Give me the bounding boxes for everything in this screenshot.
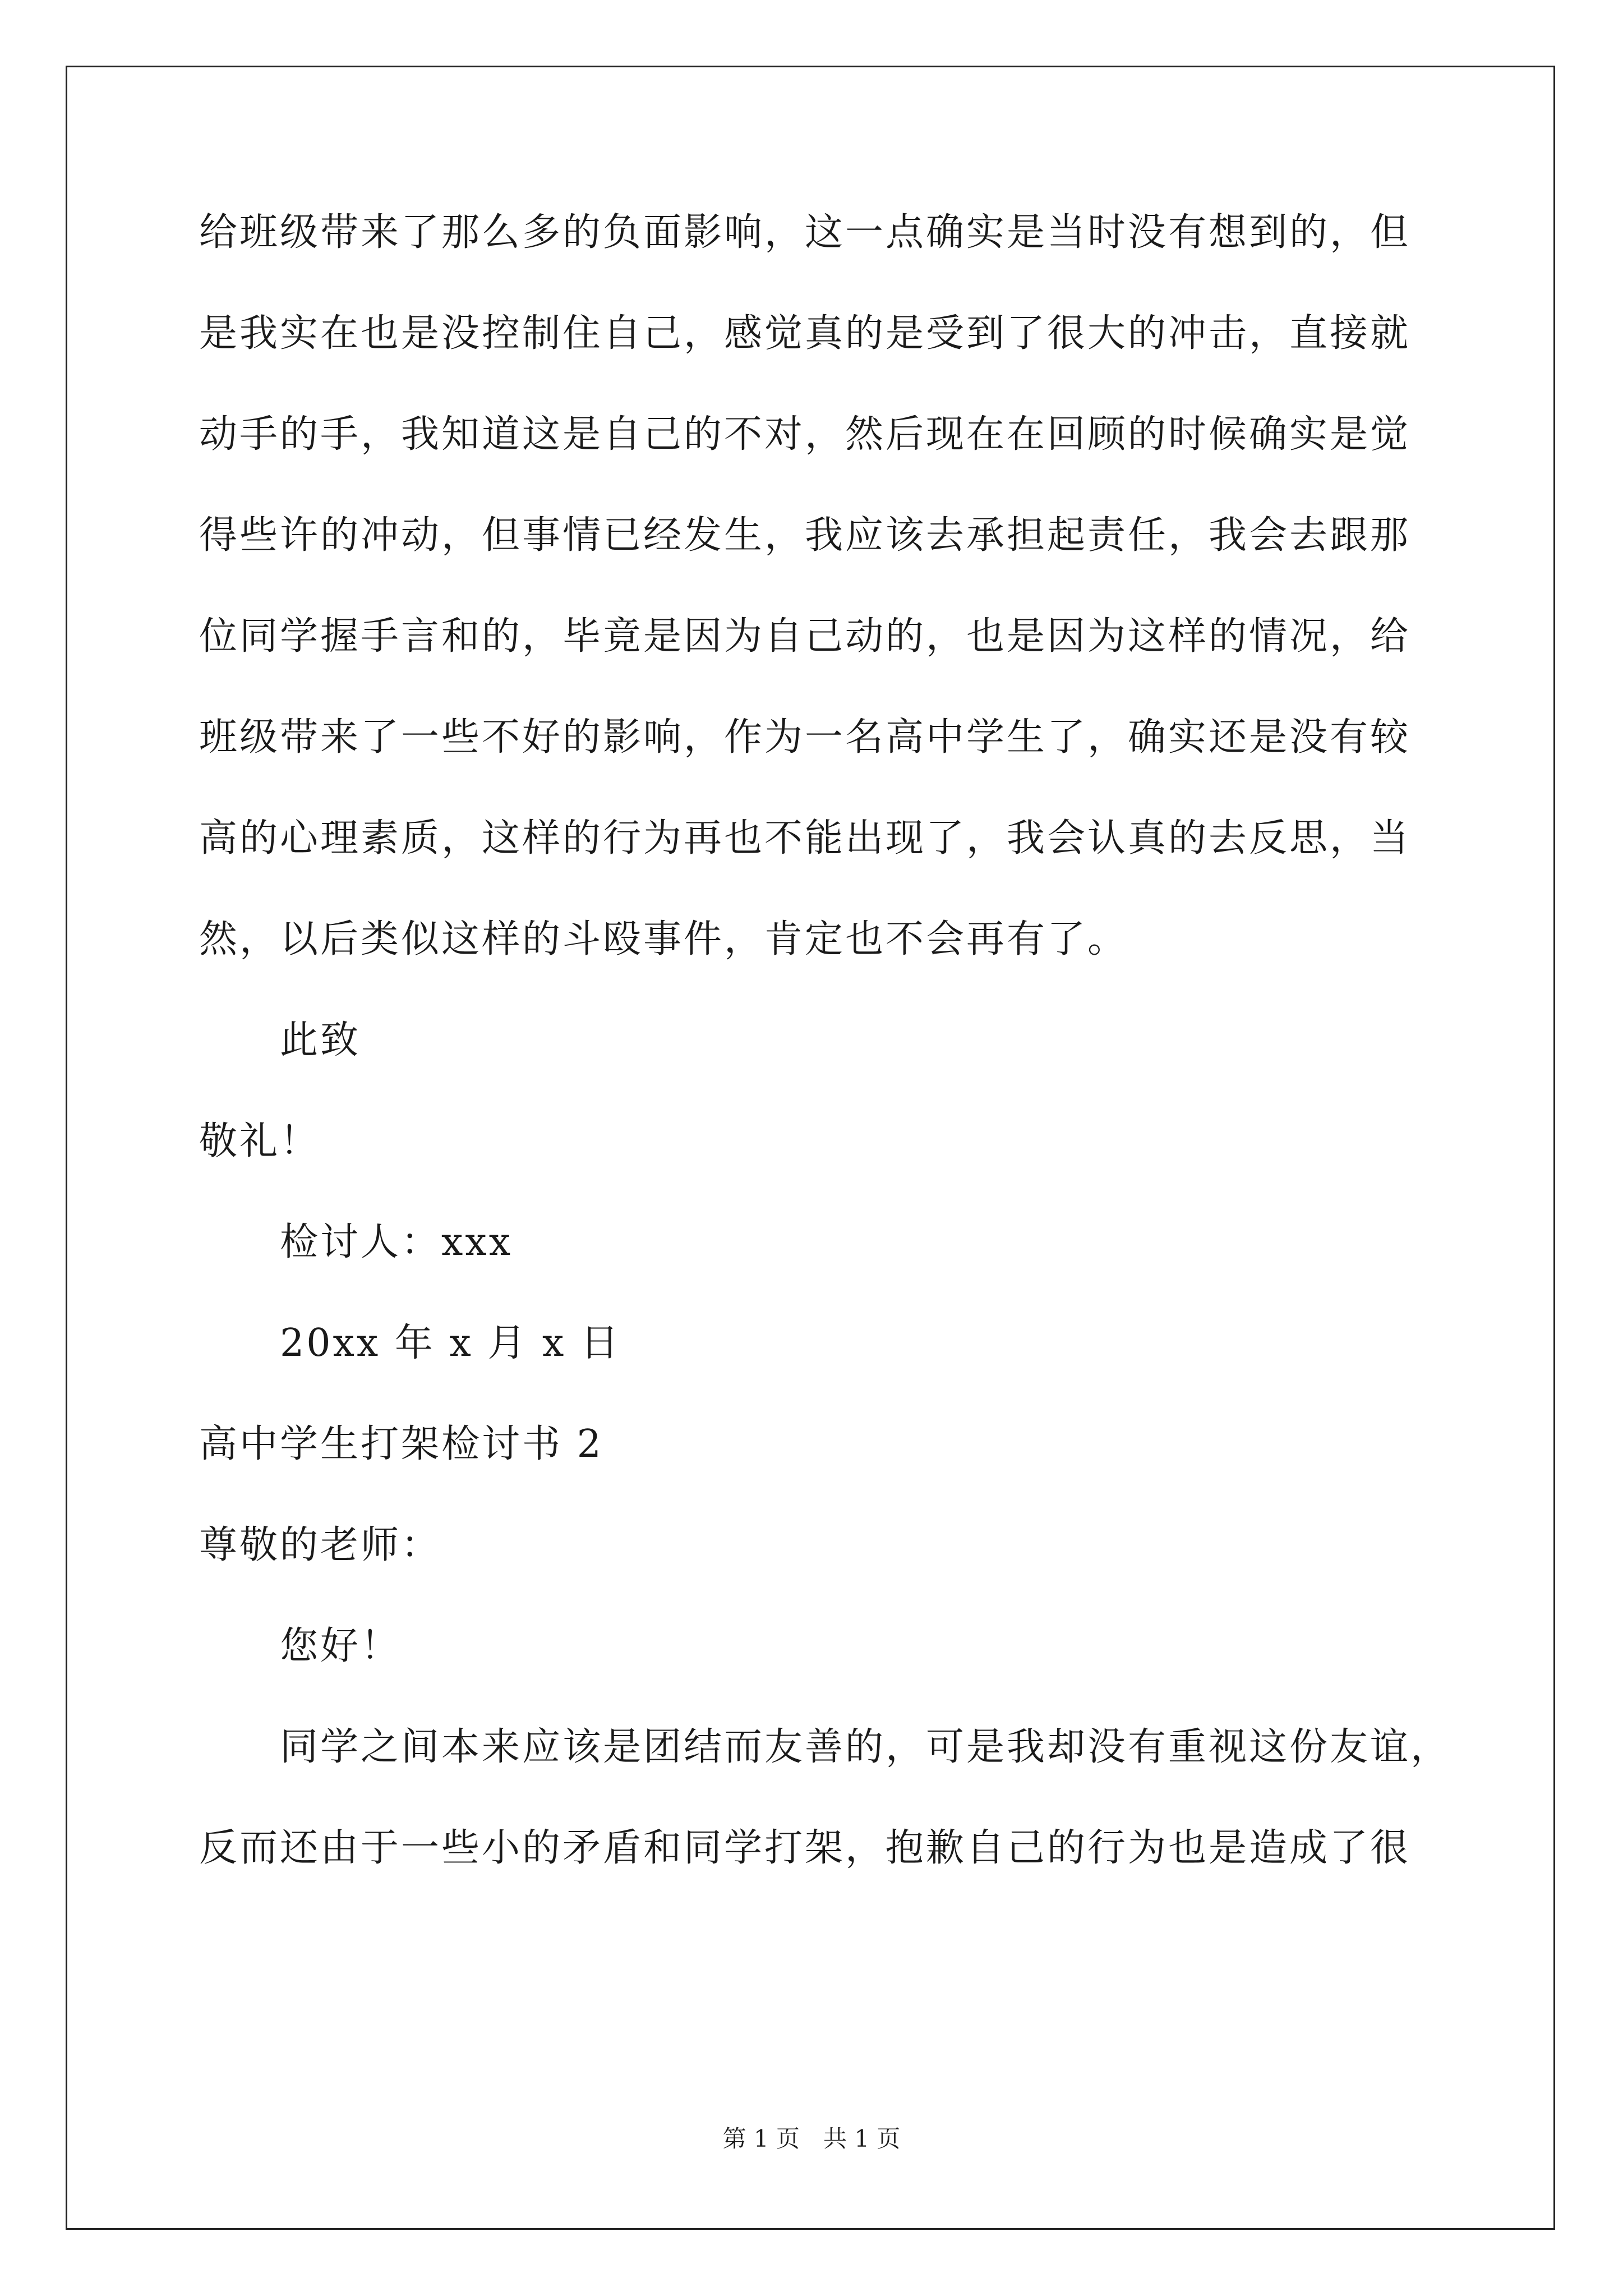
body-line: 位同学握手言和的，毕竟是因为自己动的，也是因为这样的情况，给 [199, 614, 1411, 659]
body-line: 给班级带来了那么多的负面影响，这一点确实是当时没有想到的，但 [199, 210, 1411, 255]
body-line: 反而还由于一些小的矛盾和同学打架，抱歉自己的行为也是造成了很 [199, 1826, 1411, 1870]
body-line: 班级带来了一些不好的影响，作为一名高中学生了，确实还是没有较 [199, 715, 1411, 760]
body-line: 然，以后类似这样的斗殴事件，肯定也不会再有了。 [199, 917, 1128, 961]
body-line: 得些许的冲动，但事情已经发生，我应该去承担起责任，我会去跟那 [199, 513, 1411, 558]
body-line: 同学之间本来应该是团结而友善的，可是我却没有重视这份友谊， [280, 1725, 1451, 1769]
body-line: 动手的手，我知道这是自己的不对，然后现在在回顾的时候确实是觉 [199, 412, 1411, 457]
closing-line: 此致 [280, 1018, 361, 1062]
hello-line: 您好！ [280, 1624, 402, 1668]
body-line: 高的心理素质，这样的行为再也不能出现了，我会认真的去反思，当 [199, 816, 1411, 861]
signer-line: 检讨人：xxx [280, 1220, 513, 1264]
body-line: 是我实在也是没控制住自己，感觉真的是受到了很大的冲击，直接就 [199, 311, 1411, 356]
section-title: 高中学生打架检讨书 2 [199, 1422, 603, 1466]
date-line: 20xx 年 x 月 x 日 [280, 1321, 621, 1365]
salute-line: 敬礼！ [199, 1119, 321, 1163]
greeting-line: 尊敬的老师： [199, 1523, 442, 1567]
page-footer: 第 1 页 共 1 页 [722, 2125, 901, 2152]
